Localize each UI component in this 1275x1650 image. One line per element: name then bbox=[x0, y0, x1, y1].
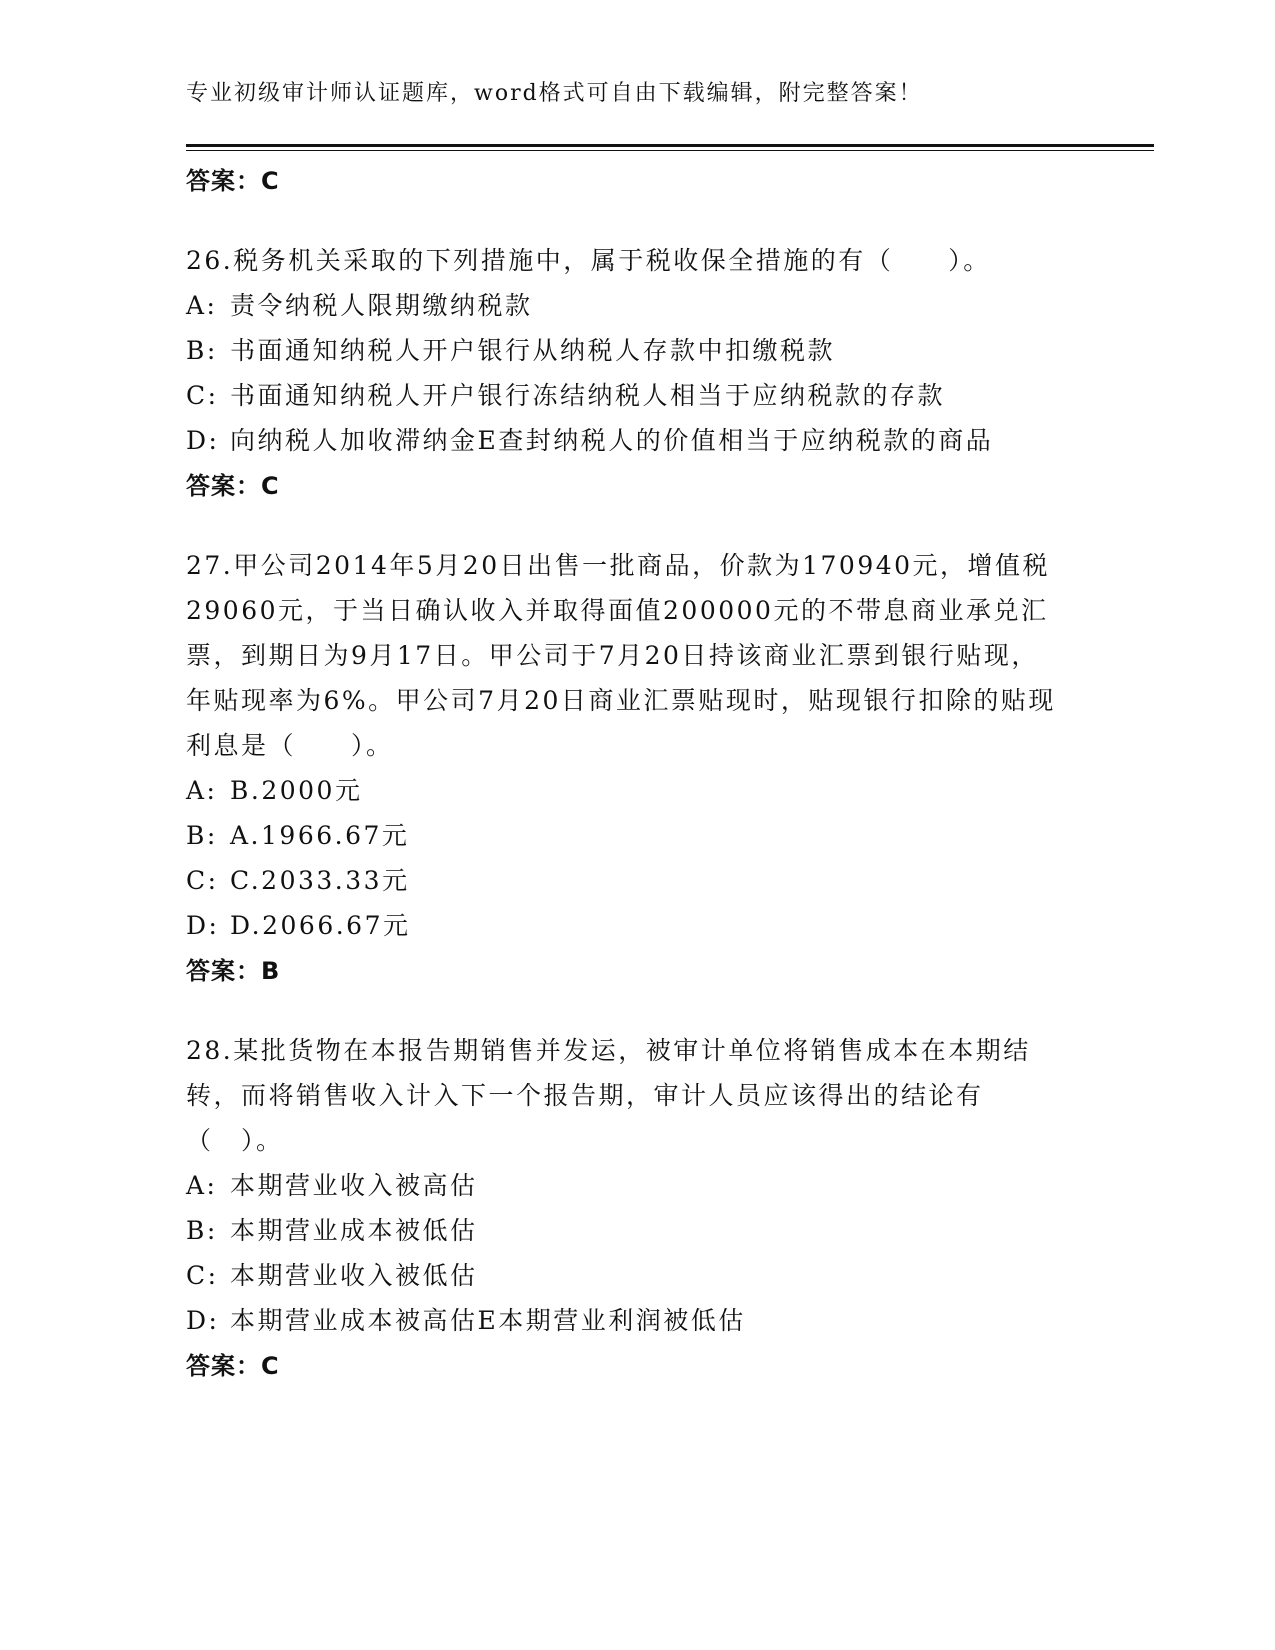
option-letter: B: bbox=[186, 821, 218, 850]
question-26 bbox=[186, 238, 1086, 509]
question-27 bbox=[186, 543, 1086, 994]
option-d bbox=[186, 418, 1086, 463]
option-a bbox=[186, 768, 1086, 813]
option-b bbox=[186, 328, 1086, 373]
header-rule-thick bbox=[186, 144, 1154, 147]
option-letter: A: bbox=[186, 776, 218, 805]
option-text: 责令纳税人限期缴纳税款 bbox=[230, 291, 533, 320]
option-text: 本期营业成本被低估 bbox=[230, 1216, 478, 1245]
option-text: 本期营业收入被低估 bbox=[230, 1261, 478, 1290]
option-letter: C: bbox=[186, 1261, 219, 1290]
option-text: 向纳税人加收滞纳金E查封纳税人的价值相当于应纳税款的商品 bbox=[230, 426, 994, 455]
option-letter: B: bbox=[186, 1216, 218, 1245]
answer-line: 答案：C bbox=[186, 472, 280, 500]
option-letter: B: bbox=[186, 336, 218, 365]
option-c bbox=[186, 373, 1086, 418]
option-letter: A: bbox=[186, 291, 218, 320]
option-b bbox=[186, 813, 1086, 858]
option-b bbox=[186, 1208, 1086, 1253]
option-text: A.1966.67元 bbox=[230, 821, 410, 850]
option-text: 本期营业收入被高估 bbox=[230, 1171, 478, 1200]
question-28 bbox=[186, 1028, 1086, 1389]
option-letter: D: bbox=[186, 1306, 220, 1335]
option-c bbox=[186, 1253, 1086, 1298]
option-a bbox=[186, 283, 1086, 328]
option-text: C.2033.33元 bbox=[230, 866, 410, 895]
option-text: D.2066.67元 bbox=[230, 911, 411, 940]
option-text: 本期营业成本被高估E本期营业利润被低估 bbox=[230, 1306, 746, 1335]
option-letter: C: bbox=[186, 381, 219, 410]
answer-line: 答案：B bbox=[186, 957, 281, 985]
option-letter: C: bbox=[186, 866, 219, 895]
option-letter: D: bbox=[186, 426, 220, 455]
option-text: 书面通知纳税人开户银行从纳税人存款中扣缴税款 bbox=[230, 336, 836, 365]
header-rule-thin bbox=[186, 150, 1154, 151]
answer-line: 答案：C bbox=[186, 1352, 280, 1380]
option-d bbox=[186, 1298, 1086, 1343]
option-d bbox=[186, 903, 1086, 948]
question-stem: 27.甲公司2014年5月20日出售一批商品，价款为170940元，增值税29060元，于当日确认收入并取得面值200000元的不带息商业承兑汇票，到期日为9月17日。甲公司于7月20日持该商业汇票到银行贴现，年贴现率为6%。甲公司7月20日商业汇票贴现时，贴现银行扣除的贴现利息是（ ）。 bbox=[186, 551, 1056, 760]
question-stem: 28.某批货物在本报告期销售并发运，被审计单位将销售成本在本期结转，而将销售收入计入下一个报告期，审计人员应该得出的结论有（ ）。 bbox=[186, 1036, 1031, 1155]
option-letter: D: bbox=[186, 911, 220, 940]
option-a bbox=[186, 1163, 1086, 1208]
option-text: 书面通知纳税人开户银行冻结纳税人相当于应纳税款的存款 bbox=[230, 381, 946, 410]
page-header: 专业初级审计师认证题库，word格式可自由下载编辑，附完整答案！ bbox=[186, 81, 923, 106]
option-c bbox=[186, 858, 1086, 903]
question-list bbox=[186, 158, 1086, 1389]
answer-line: 答案：C bbox=[186, 167, 280, 195]
option-text: B.2000元 bbox=[230, 776, 363, 805]
option-letter: A: bbox=[186, 1171, 218, 1200]
question-stem: 26.税务机关采取的下列措施中，属于税收保全措施的有（ ）。 bbox=[186, 246, 991, 275]
